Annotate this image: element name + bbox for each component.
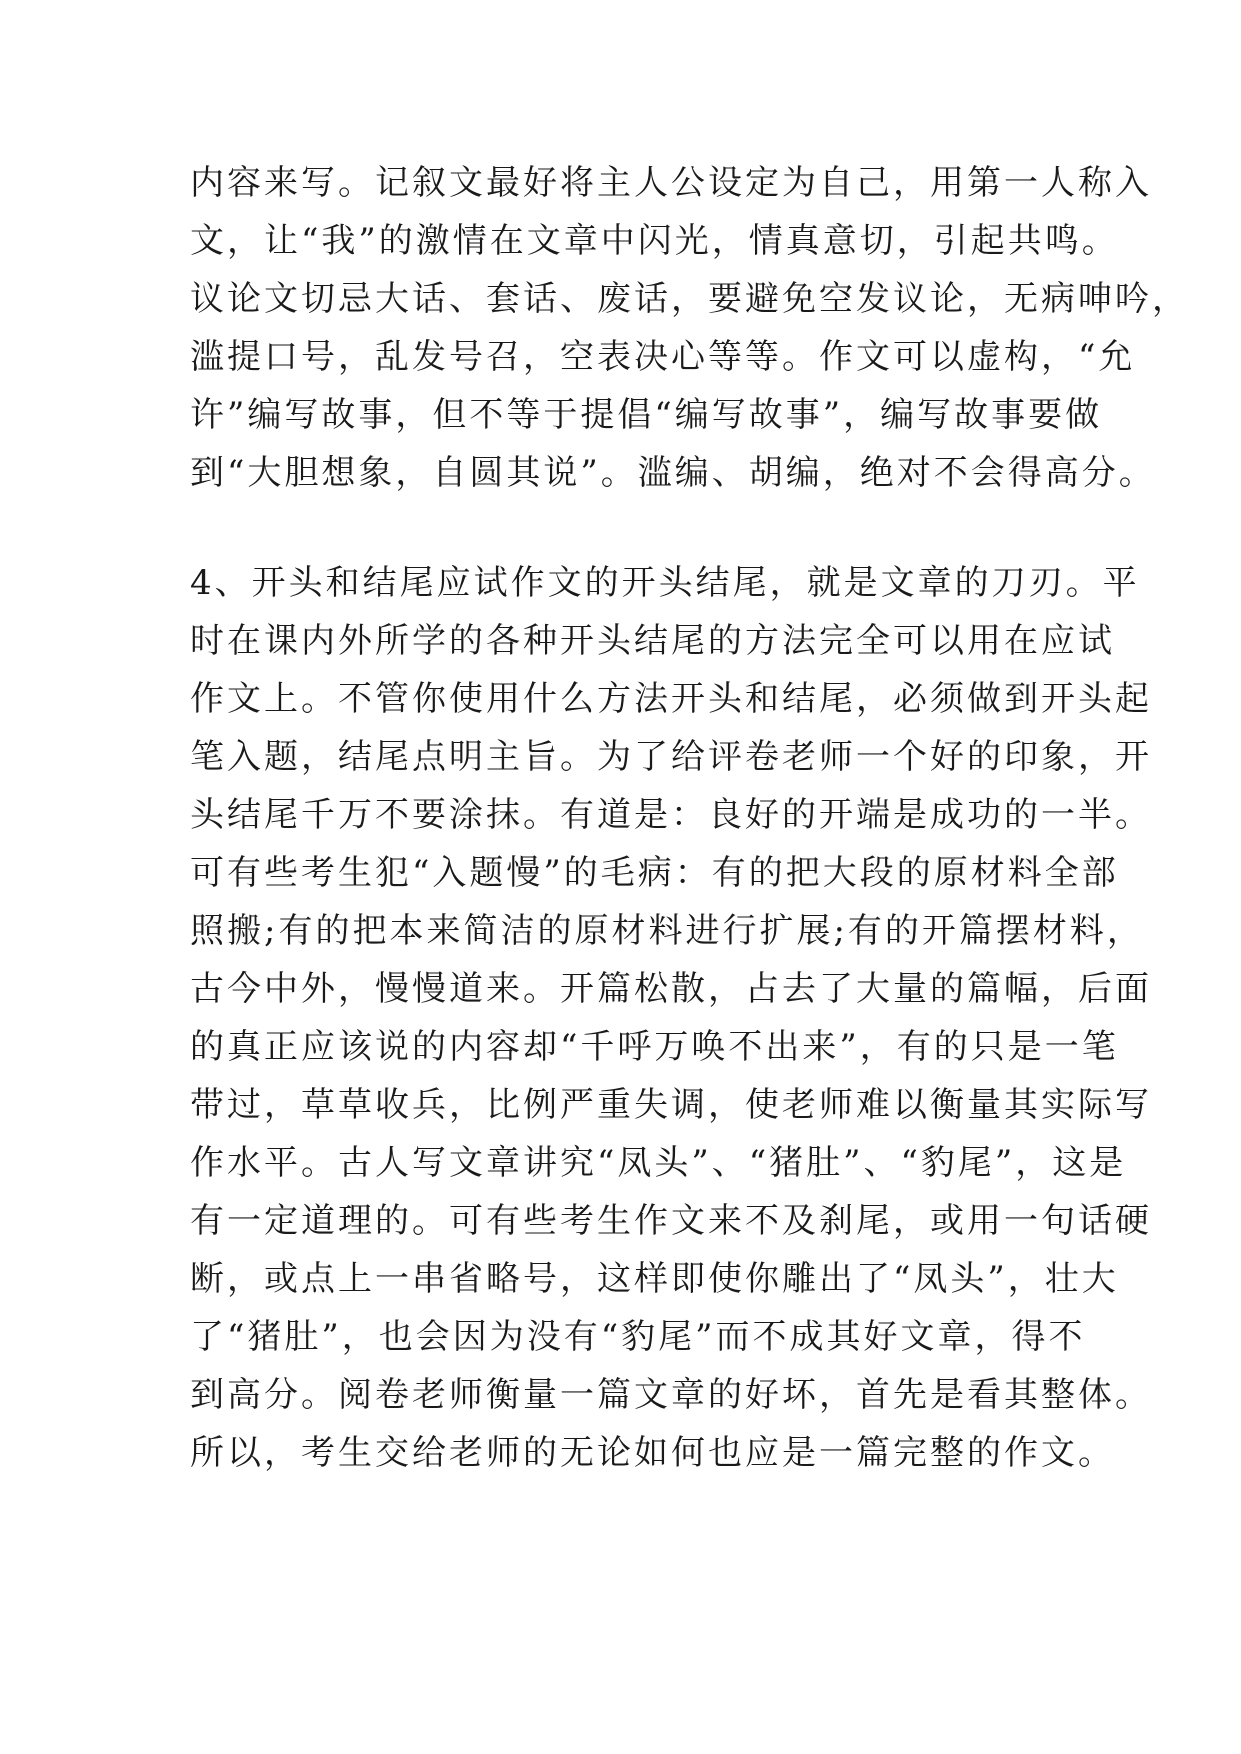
text-line: 4、开头和结尾应试作文的开头结尾，就是文章的刀刃。平 <box>190 563 1140 603</box>
text-line: 带过，草草收兵，比例严重失调，使老师难以衡量其实际写 <box>190 1085 1152 1125</box>
text-line: 了“猪肚”，也会因为没有“豹尾”而不成其好文章，得不 <box>190 1317 1086 1357</box>
text-line: 可有些考生犯“入题慢”的毛病：有的把大段的原材料全部 <box>190 853 1119 893</box>
text-line: 古今中外，慢慢道来。开篇松散，占去了大量的篇幅，后面 <box>190 969 1152 1009</box>
text-line: 议论文切忌大话、套话、废话，要避免空发议论，无病呻吟， <box>190 279 1189 319</box>
paragraph-1 <box>190 154 1189 502</box>
text-line: 照搬;有的把本来简洁的原材料进行扩展;有的开篇摆材料， <box>190 911 1144 951</box>
text-line: 到“大胆想象，自圆其说”。滥编、胡编，绝对不会得高分。 <box>190 453 1156 493</box>
text-line: 笔入题，结尾点明主旨。为了给评卷老师一个好的印象，开 <box>190 737 1152 777</box>
text-line: 作文上。不管你使用什么方法开头和结尾，必须做到开头起 <box>190 679 1152 719</box>
text-line: 有一定道理的。可有些考生作文来不及刹尾，或用一句话硬 <box>190 1201 1152 1241</box>
paragraph-2 <box>190 554 1152 1482</box>
text-line: 文，让“我”的激情在文章中闪光，情真意切，引起共鸣。 <box>190 221 1119 261</box>
text-line: 作水平。古人写文章讲究“凤头”、“猪肚”、“豹尾”，这是 <box>190 1143 1127 1183</box>
text-line: 许”编写故事，但不等于提倡“编写故事”，编写故事要做 <box>190 395 1103 435</box>
text-line: 滥提口号，乱发号召，空表决心等等。作文可以虚构，“允 <box>190 337 1136 377</box>
text-line: 断，或点上一串省略号，这样即使你雕出了“凤头”，壮大 <box>190 1259 1119 1299</box>
text-line: 所以，考生交给老师的无论如何也应是一篇完整的作文。 <box>190 1433 1115 1473</box>
text-line: 的真正应该说的内容却“千呼万唤不出来”，有的只是一笔 <box>190 1027 1119 1067</box>
text-line: 到高分。阅卷老师衡量一篇文章的好坏，首先是看其整体。 <box>190 1375 1152 1415</box>
text-line: 时在课内外所学的各种开头结尾的方法完全可以用在应试 <box>190 621 1115 661</box>
text-line: 内容来写。记叙文最好将主人公设定为自己，用第一人称入 <box>190 163 1152 203</box>
text-line: 头结尾千万不要涂抹。有道是：良好的开端是成功的一半。 <box>190 795 1152 835</box>
